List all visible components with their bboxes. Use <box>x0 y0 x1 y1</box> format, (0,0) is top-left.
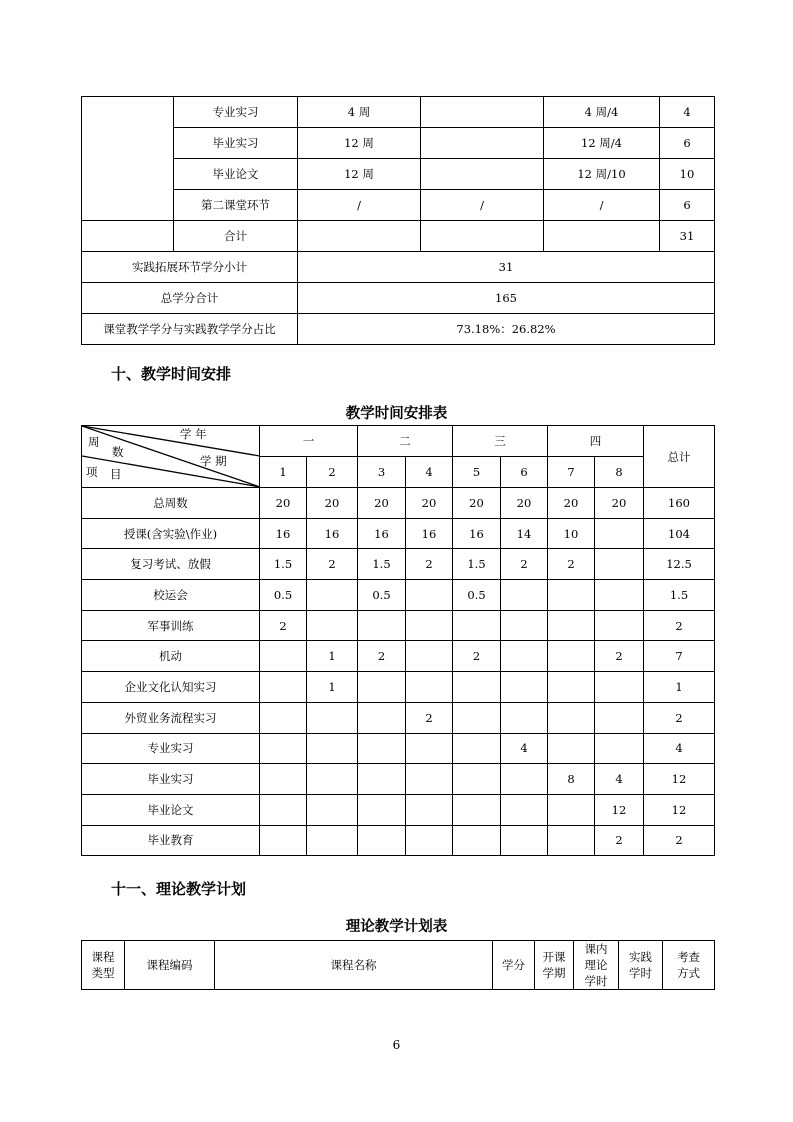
schedule-cell <box>501 610 548 641</box>
diagonal-lines <box>82 426 260 487</box>
schedule-cell <box>307 733 358 764</box>
schedule-total: 12.5 <box>644 549 715 580</box>
schedule-cell: 2 <box>406 702 453 733</box>
schedule-cell <box>260 764 307 795</box>
corner-label-week: 周 <box>88 435 100 449</box>
schedule-row <box>82 610 715 641</box>
schedule-cell <box>358 794 406 825</box>
schedule-cell <box>307 702 358 733</box>
schedule-cell <box>548 610 595 641</box>
schedule-cell <box>406 794 453 825</box>
schedule-cell <box>453 610 501 641</box>
schedule-cell: 16 <box>358 518 406 549</box>
table-caption-theory: 理论教学计划表 <box>345 919 448 935</box>
schedule-cell <box>501 580 548 611</box>
term-header: 6 <box>501 457 548 488</box>
term-header: 8 <box>595 457 644 488</box>
practice-row <box>82 128 715 159</box>
schedule-cell: 20 <box>595 488 644 519</box>
schedule-cell: 1.5 <box>260 549 307 580</box>
schedule-cell <box>595 580 644 611</box>
practice-credits-table <box>81 96 715 345</box>
practice-weeks-credits <box>544 221 660 252</box>
summary-row <box>82 252 715 283</box>
practice-name: 毕业论文 <box>174 159 298 190</box>
schedule-cell <box>406 733 453 764</box>
corner-label-term: 学 期 <box>200 454 227 468</box>
practice-duration <box>298 221 421 252</box>
schedule-cell: 20 <box>307 488 358 519</box>
theory-header: 考查 方式 <box>663 941 715 990</box>
schedule-cell: 4 <box>501 733 548 764</box>
year-header: 三 <box>453 426 548 457</box>
schedule-row <box>82 641 715 672</box>
schedule-cell <box>501 764 548 795</box>
practice-weeks-credits: 12 周/10 <box>544 159 660 190</box>
schedule-total: 12 <box>644 764 715 795</box>
schedule-cell: 20 <box>260 488 307 519</box>
schedule-cell: 2 <box>406 549 453 580</box>
practice-name: 合计 <box>174 221 298 252</box>
schedule-cell <box>260 672 307 703</box>
schedule-total: 104 <box>644 518 715 549</box>
practice-duration: 4 周 <box>298 97 421 128</box>
schedule-row <box>82 702 715 733</box>
schedule-cell <box>501 702 548 733</box>
schedule-label: 复习考试、放假 <box>82 549 260 580</box>
theory-plan-table <box>81 940 715 990</box>
schedule-cell: 16 <box>406 518 453 549</box>
schedule-cell <box>595 672 644 703</box>
schedule-row <box>82 488 715 519</box>
term-header: 2 <box>307 457 358 488</box>
schedule-cell: 0.5 <box>358 580 406 611</box>
schedule-cell <box>501 794 548 825</box>
schedule-cell: 2 <box>501 549 548 580</box>
schedule-cell: 1 <box>307 672 358 703</box>
schedule-cell: 20 <box>358 488 406 519</box>
schedule-cell <box>501 825 548 856</box>
schedule-cell <box>406 641 453 672</box>
term-header: 5 <box>453 457 501 488</box>
schedule-row <box>82 580 715 611</box>
group-cell <box>82 97 174 221</box>
schedule-cell <box>595 702 644 733</box>
schedule-cell <box>358 764 406 795</box>
summary-value: 165 <box>298 283 715 314</box>
schedule-label: 企业文化认知实习 <box>82 672 260 703</box>
section-heading-10: 十、教学时间安排 <box>111 365 232 383</box>
corner-label-item: 项 <box>86 465 98 479</box>
schedule-cell: 20 <box>453 488 501 519</box>
year-header: 一 <box>260 426 358 457</box>
schedule-cell: 2 <box>595 641 644 672</box>
schedule-cell <box>307 764 358 795</box>
schedule-row <box>82 733 715 764</box>
schedule-cell <box>453 825 501 856</box>
schedule-label: 授课(含实验\作业) <box>82 518 260 549</box>
schedule-cell <box>358 733 406 764</box>
schedule-cell: 2 <box>595 825 644 856</box>
schedule-row <box>82 549 715 580</box>
schedule-row <box>82 764 715 795</box>
total-header: 总计 <box>644 426 715 488</box>
practice-weeks-credits: 4 周/4 <box>544 97 660 128</box>
practice-credits: 6 <box>660 190 715 221</box>
schedule-cell <box>307 825 358 856</box>
schedule-cell <box>406 764 453 795</box>
schedule-cell <box>453 794 501 825</box>
schedule-label: 总周数 <box>82 488 260 519</box>
schedule-cell <box>406 610 453 641</box>
practice-name: 第二课堂环节 <box>174 190 298 221</box>
practice-weeks-credits: / <box>544 190 660 221</box>
schedule-cell <box>406 580 453 611</box>
schedule-total: 2 <box>644 702 715 733</box>
schedule-cell <box>501 672 548 703</box>
schedule-total: 12 <box>644 794 715 825</box>
schedule-cell <box>595 549 644 580</box>
schedule-cell <box>453 764 501 795</box>
schedule-label: 外贸业务流程实习 <box>82 702 260 733</box>
schedule-cell <box>453 733 501 764</box>
schedule-cell <box>358 702 406 733</box>
page-number: 6 <box>392 1038 401 1052</box>
schedule-cell <box>595 733 644 764</box>
practice-row <box>82 221 715 252</box>
schedule-row <box>82 518 715 549</box>
schedule-label: 校运会 <box>82 580 260 611</box>
practice-row <box>82 97 715 128</box>
schedule-cell: 10 <box>548 518 595 549</box>
theory-header: 课程名称 <box>215 941 493 990</box>
schedule-cell <box>260 825 307 856</box>
term-header: 1 <box>260 457 307 488</box>
schedule-cell <box>548 794 595 825</box>
section-heading-11: 十一、理论教学计划 <box>111 880 247 898</box>
practice-name: 专业实习 <box>174 97 298 128</box>
schedule-cell: 2 <box>453 641 501 672</box>
schedule-label: 毕业论文 <box>82 794 260 825</box>
schedule-cell <box>260 641 307 672</box>
theory-header: 课内 理论 学时 <box>574 941 619 990</box>
practice-cell <box>421 159 544 190</box>
practice-duration: / <box>298 190 421 221</box>
schedule-cell: 20 <box>406 488 453 519</box>
schedule-cell <box>358 610 406 641</box>
practice-credits: 31 <box>660 221 715 252</box>
schedule-cell <box>548 580 595 611</box>
schedule-total: 2 <box>644 610 715 641</box>
schedule-cell: 0.5 <box>453 580 501 611</box>
schedule-row <box>82 825 715 856</box>
term-header: 4 <box>406 457 453 488</box>
schedule-total: 1 <box>644 672 715 703</box>
schedule-cell <box>260 702 307 733</box>
schedule-cell: 0.5 <box>260 580 307 611</box>
schedule-cell <box>406 825 453 856</box>
schedule-total: 1.5 <box>644 580 715 611</box>
corner-label-count: 数 <box>112 445 124 459</box>
schedule-cell <box>548 702 595 733</box>
schedule-cell: 16 <box>260 518 307 549</box>
schedule-row <box>82 794 715 825</box>
year-header: 四 <box>548 426 644 457</box>
schedule-label: 专业实习 <box>82 733 260 764</box>
schedule-cell <box>358 672 406 703</box>
group-cell <box>82 221 174 252</box>
summary-label: 总学分合计 <box>82 283 298 314</box>
practice-cell: / <box>421 190 544 221</box>
summary-label: 实践拓展环节学分小计 <box>82 252 298 283</box>
schedule-total: 160 <box>644 488 715 519</box>
schedule-label: 军事训练 <box>82 610 260 641</box>
schedule-cell <box>358 825 406 856</box>
schedule-label: 机动 <box>82 641 260 672</box>
schedule-cell <box>453 672 501 703</box>
schedule-cell: 2 <box>548 549 595 580</box>
schedule-cell: 1 <box>307 641 358 672</box>
schedule-cell <box>453 702 501 733</box>
schedule-label: 毕业教育 <box>82 825 260 856</box>
term-header: 3 <box>358 457 406 488</box>
practice-credits: 4 <box>660 97 715 128</box>
practice-row <box>82 159 715 190</box>
schedule-cell: 2 <box>260 610 307 641</box>
practice-cell <box>421 221 544 252</box>
summary-label: 课堂教学学分与实践教学学分占比 <box>82 314 298 345</box>
schedule-cell: 14 <box>501 518 548 549</box>
corner-label-year: 学 年 <box>180 427 207 441</box>
schedule-cell: 20 <box>548 488 595 519</box>
practice-weeks-credits: 12 周/4 <box>544 128 660 159</box>
schedule-cell <box>260 733 307 764</box>
summary-value: 31 <box>298 252 715 283</box>
schedule-cell: 16 <box>453 518 501 549</box>
schedule-cell <box>307 580 358 611</box>
schedule-cell <box>548 672 595 703</box>
schedule-cell: 12 <box>595 794 644 825</box>
schedule-label: 毕业实习 <box>82 764 260 795</box>
theory-header: 课程 类型 <box>82 941 125 990</box>
corner-label-eye: 目 <box>110 467 122 481</box>
table-caption-schedule: 教学时间安排表 <box>345 406 448 422</box>
teaching-schedule-table <box>81 425 715 856</box>
theory-header: 实践 学时 <box>619 941 663 990</box>
schedule-cell: 2 <box>307 549 358 580</box>
schedule-total: 7 <box>644 641 715 672</box>
schedule-cell: 2 <box>358 641 406 672</box>
theory-header: 学分 <box>493 941 535 990</box>
practice-row <box>82 190 715 221</box>
summary-value: 73.18%：26.82% <box>298 314 715 345</box>
practice-duration: 12 周 <box>298 128 421 159</box>
schedule-cell: 16 <box>307 518 358 549</box>
schedule-cell <box>595 610 644 641</box>
practice-credits: 6 <box>660 128 715 159</box>
schedule-cell: 20 <box>501 488 548 519</box>
schedule-cell <box>501 641 548 672</box>
theory-header: 课程编码 <box>125 941 215 990</box>
schedule-cell: 4 <box>595 764 644 795</box>
diagonal-header-cell <box>82 426 260 488</box>
practice-credits: 10 <box>660 159 715 190</box>
schedule-cell <box>548 641 595 672</box>
schedule-cell <box>406 672 453 703</box>
practice-cell <box>421 128 544 159</box>
schedule-cell <box>548 733 595 764</box>
schedule-cell: 1.5 <box>453 549 501 580</box>
schedule-cell <box>260 794 307 825</box>
schedule-cell: 1.5 <box>358 549 406 580</box>
summary-row <box>82 283 715 314</box>
schedule-cell <box>548 825 595 856</box>
schedule-cell <box>595 518 644 549</box>
term-header: 7 <box>548 457 595 488</box>
schedule-cell: 8 <box>548 764 595 795</box>
schedule-row <box>82 672 715 703</box>
schedule-total: 2 <box>644 825 715 856</box>
year-header: 二 <box>358 426 453 457</box>
schedule-total: 4 <box>644 733 715 764</box>
theory-header: 开课 学期 <box>535 941 574 990</box>
schedule-cell <box>307 794 358 825</box>
practice-duration: 12 周 <box>298 159 421 190</box>
schedule-cell <box>307 610 358 641</box>
practice-name: 毕业实习 <box>174 128 298 159</box>
summary-row <box>82 314 715 345</box>
practice-cell <box>421 97 544 128</box>
